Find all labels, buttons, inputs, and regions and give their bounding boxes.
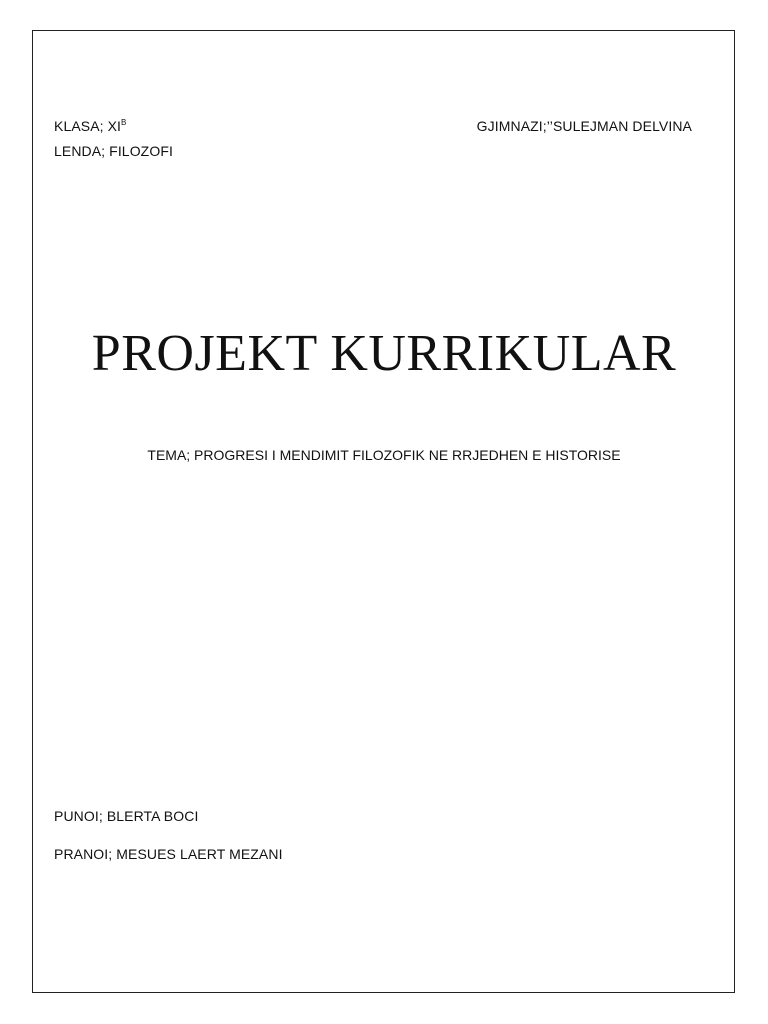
class-label: KLASA; XI — [54, 118, 122, 134]
class-superscript: B — [121, 118, 127, 127]
topic-line: TEMA; PROGRESI I MENDIMIT FILOZOFIK NE RRJEDHEN E HISTORISE — [147, 447, 621, 463]
reviewer-line: PRANOI; MESUES LAERT MEZANI — [54, 846, 283, 862]
document-title: PROJEKT KURRIKULAR — [91, 325, 677, 382]
subject-line: LENDA; FILOZOFI — [54, 143, 173, 159]
author-line: PUNOI; BLERTA BOCI — [54, 808, 199, 824]
class-line — [54, 117, 126, 135]
school-line: GJIMNAZI;’’SULEJMAN DELVINA — [476, 118, 692, 134]
